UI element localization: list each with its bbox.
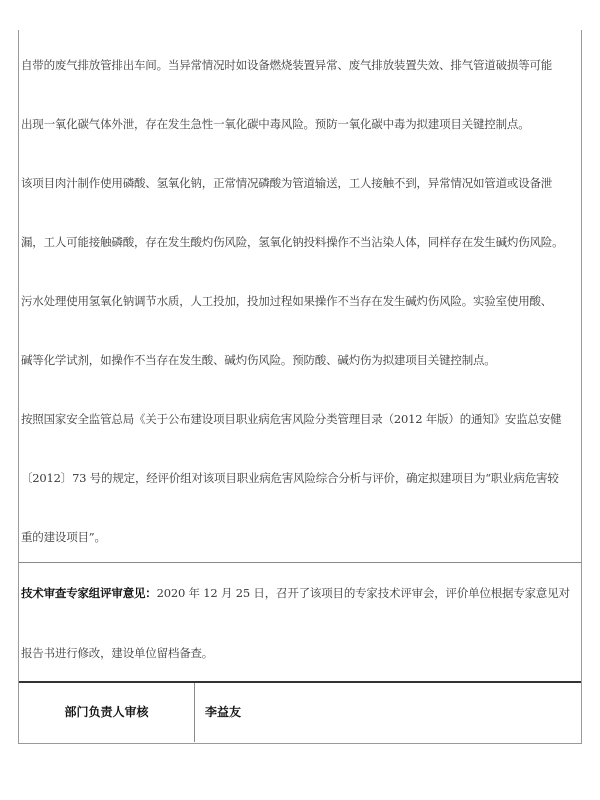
text-line: 漏，工人可能接触磷酸，存在发生酸灼伤风险，氢氧化钠投料操作不当沾染人体，同样存在发生碱灼伤风险。	[21, 235, 564, 249]
report-table	[18, 30, 582, 744]
expert-review-text: 2020 年 12 月 25 日，召开了该项目的专家技术评审会，评价单位根据专家意见对	[156, 586, 570, 600]
approval-row	[19, 683, 581, 744]
approval-label: 部门负责人审核	[19, 683, 195, 742]
expert-review-cell	[19, 563, 581, 683]
text-line: 碱等化学试剂，如操作不当存在发生酸、碱灼伤风险。预防酸、碱灼伤为拟建项目关键控制点。	[21, 353, 496, 367]
text-line: 重的建设项目”。	[21, 530, 106, 544]
risk-analysis-cell	[19, 30, 581, 563]
text-line: 按照国家安全监管总局《关于公布建设项目职业病危害风险分类管理目录（2012 年版）的通知》安监总安健	[21, 412, 562, 426]
expert-review-label: 技术审查专家组评审意见：	[21, 586, 157, 600]
text-line: 自带的废气排放管排出车间。当异常情况时如设备燃烧装置异常、废气排放装置失效、排气管道破损等可能	[21, 58, 553, 72]
text-line: 该项目肉汁制作使用磷酸、氢氧化钠，正常情况磷酸为管道输送，工人接触不到，异常情况如管道或设备泄	[21, 176, 553, 190]
text-line: 污水处理使用氢氧化钠调节水质，人工投加，投加过程如果操作不当存在发生碱灼伤风险。实验室使用酸、	[21, 294, 553, 308]
approver-name: 李益友	[205, 705, 242, 719]
expert-review-line: 报告书进行修改，建设单位留档备查。	[21, 646, 214, 660]
text-line: 出现一氧化碳气体外泄，存在发生急性一氧化碳中毒风险。预防一氧化碳中毒为拟建项目关键控制点。	[21, 117, 530, 131]
expert-review-line	[21, 585, 579, 601]
text-line: 〔2012〕73 号的规定，经评价组对该项目职业病危害风险综合分析与评价，确定拟建项目为“职业病危害较	[21, 471, 559, 485]
